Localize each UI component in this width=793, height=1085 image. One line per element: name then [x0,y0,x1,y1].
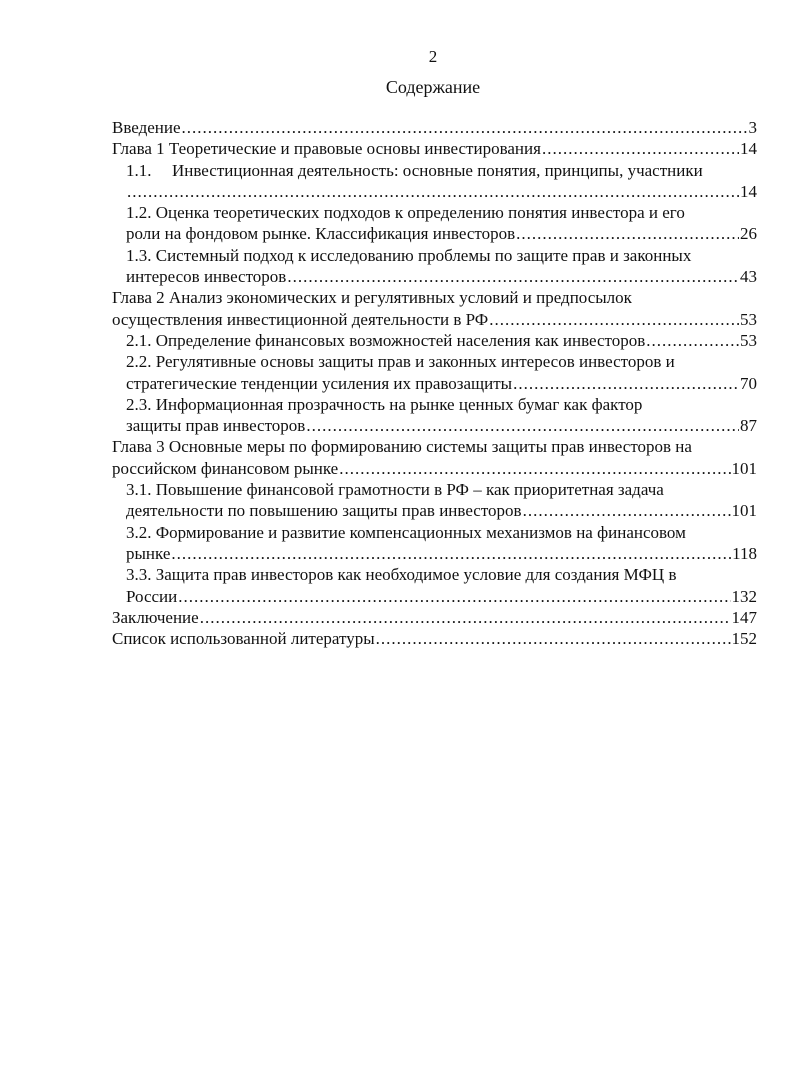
toc-leader-dots [339,458,730,479]
toc-page-number: 3 [748,118,757,137]
toc-leader-dots [523,500,731,521]
toc-entry-bibliography [112,628,757,649]
toc-page-number: 43 [740,267,757,287]
toc-entry-section-1-1 [112,160,757,203]
toc-leader-dots [182,117,748,138]
toc-page-number: 14 [740,181,757,201]
toc-entry-text: защиты прав инвесторов [126,416,306,436]
toc-page-number: 70 [740,373,757,393]
toc-entry-text: 3.2. Формирование и развитие компенсационных механизмов на финансовом [126,522,686,542]
toc-entry-text: 2.3. Информационная прозрачность на рынке ценных бумаг как фактор [126,394,643,414]
toc-page-number: 87 [740,416,757,436]
table-of-contents [112,117,757,649]
toc-leader-dots [646,330,739,351]
toc-entry-text: Глава 1 Теоретические и правовые основы инвестирования [112,139,541,159]
toc-entry-chapter-1 [112,138,757,159]
toc-page-number: 118 [732,543,757,563]
toc-entry-text: Заключение [112,607,199,627]
toc-entry-section-2-2 [112,351,757,394]
toc-page-number: 14 [740,139,757,159]
toc-entry-text: рынке [126,543,171,563]
toc-leader-dots [376,628,731,649]
toc-page-number: 26 [740,224,757,244]
toc-entry-section-2-1 [112,330,757,351]
toc-section-number: 1.1. [126,160,152,180]
toc-leader-dots [513,373,739,394]
toc-entry-section-3-1 [112,479,757,522]
toc-leader-dots [287,266,739,287]
toc-entry-text: деятельности по повышению защиты прав инвесторов [126,501,522,521]
toc-page-number: 101 [731,501,757,521]
toc-entry-chapter-2 [112,287,757,330]
toc-entry-text: стратегические тенденции усиления их правозащиты [126,373,513,393]
toc-entry-conclusion [112,607,757,628]
toc-entry-text: России [126,586,178,606]
toc-leader-dots [306,415,739,436]
toc-leader-dots [489,309,739,330]
toc-entry-section-2-3 [112,394,757,437]
toc-entry-text: 1.2. Оценка теоретических подходов к определению понятия инвестора и его [126,203,685,223]
toc-entry-introduction [112,117,757,138]
toc-page-number: 101 [731,458,757,478]
toc-entry-section-3-2 [112,522,757,565]
toc-entry-text: интересов инвесторов [126,267,287,287]
toc-leader-dots [127,181,739,202]
toc-leader-dots [178,586,730,607]
toc-entry-text: осуществления инвестиционной деятельности в РФ [112,309,489,329]
toc-leader-dots [200,607,731,628]
toc-entry-text: Инвестиционная деятельность: основные понятия, принципы, участники [172,160,703,180]
toc-entry-section-3-3 [112,564,757,607]
toc-entry-text: 3.1. Повышение финансовой грамотности в РФ – как приоритетная задача [126,480,664,500]
toc-entry-section-1-2 [112,202,757,245]
toc-entry-section-1-3 [112,245,757,288]
toc-page-number: 147 [731,607,757,627]
toc-leader-dots [171,543,731,564]
toc-entry-text: Глава 3 Основные меры по формированию системы защиты прав инвесторов на [112,437,692,457]
toc-entry-text: роли на фондовом рынке. Классификация инвесторов [126,224,516,244]
toc-entry-chapter-3 [112,436,757,479]
toc-leader-dots [516,223,739,244]
toc-entry-text: Список использованной литературы [112,629,375,649]
toc-entry-text: российском финансовом рынке [112,458,339,478]
toc-page-number: 53 [740,309,757,329]
toc-page-number: 132 [731,586,757,606]
toc-leader-dots [542,138,739,159]
page-number: 2 [428,47,438,66]
toc-entry-text: Глава 2 Анализ экономических и регулятивных условий и предпосылок [112,288,632,308]
toc-page-number: 152 [731,629,757,649]
toc-entry-text: 2.1. Определение финансовых возможностей населения как инвесторов [126,330,646,350]
toc-entry-text: Введение [112,118,181,137]
toc-entry-text: 3.3. Защита прав инвесторов как необходимое условие для создания МФЦ в [126,565,677,585]
toc-page-number: 53 [740,330,757,350]
toc-entry-text: 2.2. Регулятивные основы защиты прав и законных интересов инвесторов и [126,352,675,372]
toc-title: Содержание [385,77,481,97]
toc-entry-text: 1.3. Системный подход к исследованию проблемы по защите прав и законных [126,245,692,265]
